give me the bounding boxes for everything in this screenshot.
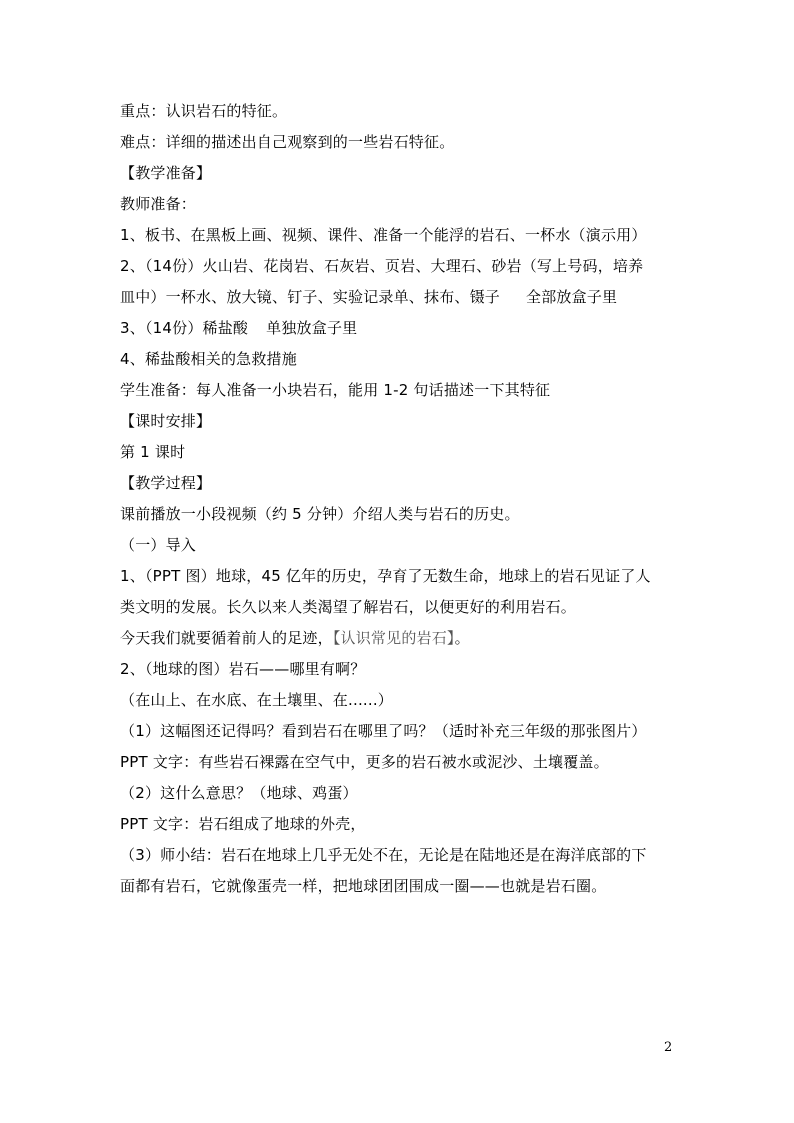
lesson-topic-title: 【认识常见的岩石】	[332, 629, 455, 647]
step-1-line-1: 1、（PPT 图）地球，45 亿年的历史，孕育了无数生命，地球上的岩石见证了人	[120, 567, 651, 585]
step-2-answers: （在山上、在水底、在土壤里、在......）	[120, 691, 394, 709]
section-heading-schedule: 【课时安排】	[120, 412, 212, 430]
pre-class-video-line: 课前播放一小段视频（约 5 分钟）介绍人类与岩石的历史。	[120, 505, 520, 523]
ppt-text-1: PPT 文字：有些岩石裸露在空气中，更多的岩石被水或泥沙、土壤覆盖。	[120, 753, 609, 771]
section-heading-process: 【教学过程】	[120, 474, 212, 492]
preparation-item-4: 4、稀盐酸相关的急救措施	[120, 350, 297, 368]
preparation-item-2-note: 全部放盒子里	[526, 288, 618, 306]
teacher-preparation-label: 教师准备：	[120, 195, 197, 213]
preparation-item-2-materials: 皿中）一杯水、放大镜、钉子、实验记录单、抹布、镊子	[120, 288, 501, 306]
topic-introduction-line	[120, 623, 680, 654]
ppt-text-2: PPT 文字：岩石组成了地球的外壳，	[120, 815, 366, 833]
student-preparation-line: 学生准备：每人准备一小块岩石，能用 1-2 句话描述一下其特征	[120, 381, 551, 399]
preparation-item-3	[120, 313, 680, 344]
topic-introduction-end: 。	[454, 629, 470, 647]
preparation-item-2: 2、（14份）火山岩、花岗岩、石灰岩、页岩、大理石、砂岩（写上号码，培养	[120, 257, 644, 275]
summary-line-1: （3）师小结：岩石在地球上几乎无处不在，无论是在陆地还是在海洋底部的下	[120, 846, 647, 864]
step-2-line: 2、（地球的图）岩石——哪里有啊？	[120, 660, 366, 678]
preparation-item-2-continued	[120, 282, 680, 313]
introduction-heading: （一）导入	[120, 536, 197, 554]
difficulty-line: 难点：详细的描述出自己观察到的一些岩石特征。	[120, 133, 455, 151]
section-heading-preparation: 【教学准备】	[120, 164, 212, 182]
page-number: 2	[664, 1040, 673, 1055]
question-2-line: （2）这什么意思？（地球、鸡蛋）	[120, 784, 358, 802]
question-1-line: （1）这幅图还记得吗？看到岩石在哪里了吗？（适时补充三年级的那张图片）	[120, 722, 647, 740]
preparation-item-3-text: 3、（14份）稀盐酸	[120, 319, 249, 337]
preparation-item-1: 1、板书、在黑板上画、视频、课件、准备一个能浮的岩石、一杯水（演示用）	[120, 226, 647, 244]
step-1-line-2: 类文明的发展。长久以来人类渴望了解岩石，以便更好的利用岩石。	[120, 598, 577, 616]
preparation-item-3-note: 单独放盒子里	[266, 319, 358, 337]
document-page	[120, 96, 680, 902]
key-point-line: 重点：认识岩石的特征。	[120, 102, 288, 120]
topic-introduction-text: 今天我们就要循着前人的足迹，	[120, 629, 333, 647]
summary-line-2: 面都有岩石，它就像蛋壳一样，把地球团团围成一圈——也就是岩石圈。	[120, 877, 607, 895]
lesson-number: 第 1 课时	[120, 443, 186, 461]
